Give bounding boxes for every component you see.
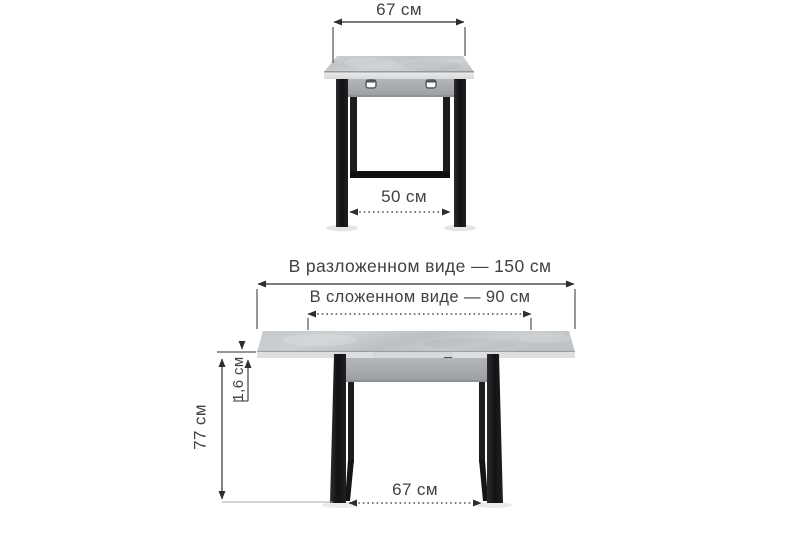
label-height: 77 см [190, 404, 210, 450]
label-top-thickness: 1,6 см [229, 356, 247, 402]
edge-shadow-line [324, 71, 474, 72]
front-leg [454, 79, 466, 227]
apron-panel [337, 79, 463, 97]
front-leg [336, 79, 348, 227]
texture-highlight [344, 58, 396, 68]
label-extended-leg-span: 67 см [392, 480, 438, 499]
back-leg [348, 382, 354, 462]
back-leg [443, 97, 450, 178]
apron-panel [346, 358, 487, 382]
texture-highlight [282, 334, 358, 346]
edge-shadow-line [257, 351, 575, 352]
latch-hook [426, 80, 436, 89]
apron-shadow-line [346, 380, 487, 382]
back-leg-runner [345, 460, 354, 501]
label-compact-top-width: 67 см [376, 0, 422, 19]
texture-shade [402, 61, 462, 71]
texture-highlight [519, 333, 571, 343]
back-leg [350, 97, 357, 178]
dim-folded-90 [308, 314, 531, 330]
latch-hook [366, 80, 376, 89]
front-leg [330, 354, 346, 503]
back-leg-runner [350, 171, 450, 178]
tabletop-front-edge [324, 73, 474, 80]
label-folded-width: В сложенном виде — 90 см [309, 288, 531, 306]
back-leg [479, 382, 485, 462]
label-extended-width: В разложенном виде — 150 см [288, 256, 552, 276]
label-compact-leg-span: 50 см [381, 187, 427, 206]
texture-shade [424, 338, 516, 350]
back-leg-runner [479, 460, 488, 501]
apron-shadow-line [337, 95, 463, 97]
front-leg [487, 354, 503, 503]
